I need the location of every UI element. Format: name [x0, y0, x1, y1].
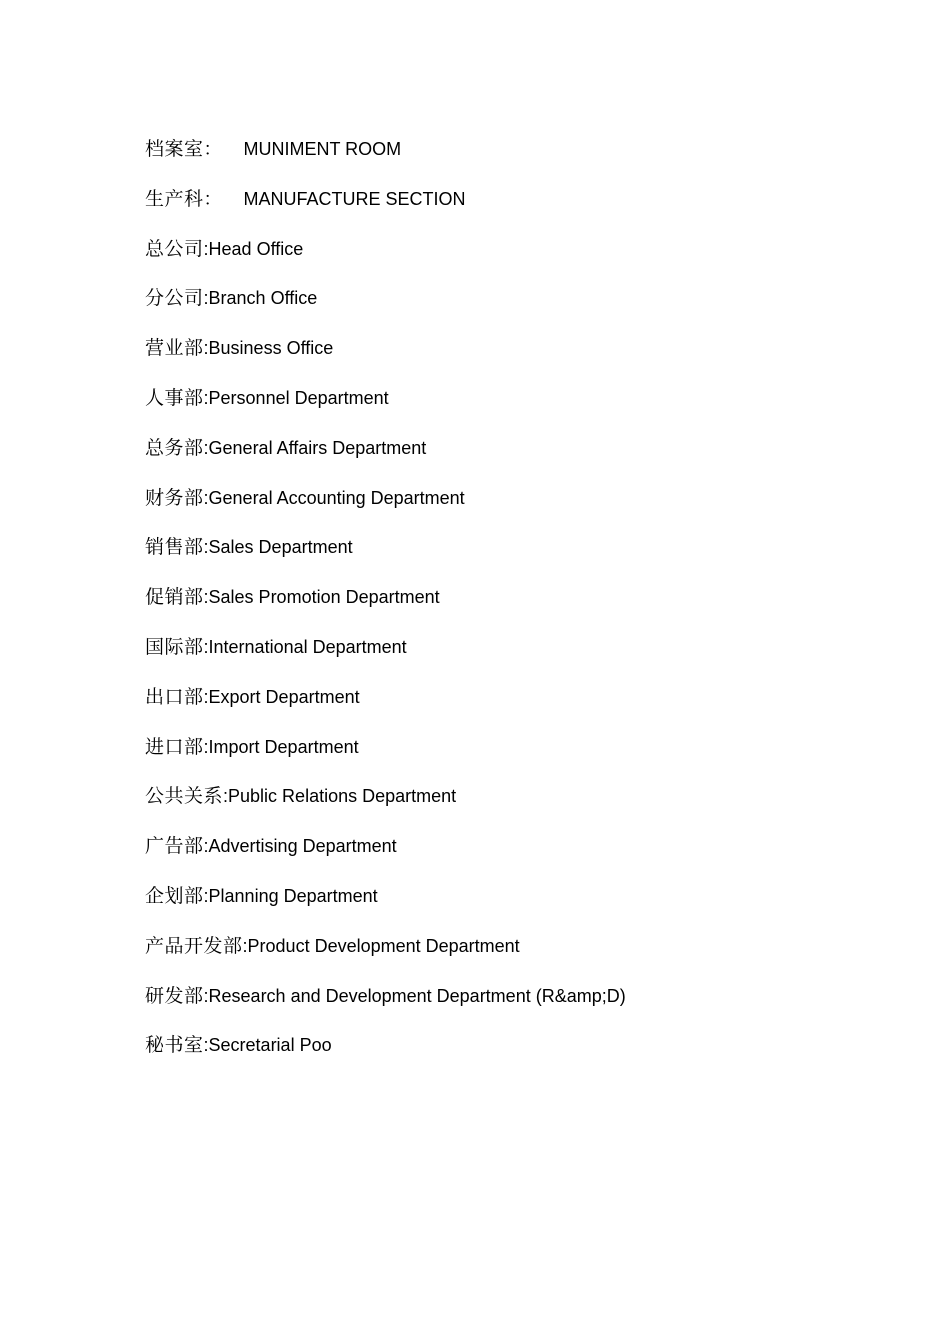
separator: : [203, 487, 209, 508]
glossary-entry [145, 335, 626, 385]
glossary-entry [145, 385, 626, 435]
english-term: Personnel Department [208, 387, 389, 408]
separator: : [203, 1035, 209, 1056]
english-term: Branch Office [208, 288, 318, 309]
english-term: General Affairs Department [208, 437, 427, 458]
separator: : [242, 935, 248, 956]
glossary-entry [145, 236, 626, 286]
chinese-term: 广告部 [145, 835, 204, 858]
chinese-term: 出口部 [145, 685, 204, 708]
glossary-entry [145, 285, 626, 335]
separator: : [203, 338, 209, 359]
chinese-term: 进口部 [145, 735, 204, 758]
chinese-term: 分公司 [145, 287, 204, 310]
separator: : [203, 686, 209, 707]
english-term: Product Development Department [247, 935, 520, 956]
chinese-term: 档案室 [145, 138, 204, 160]
glossary-entry [145, 833, 626, 883]
glossary-entry [145, 783, 626, 833]
separator: : [203, 587, 209, 608]
chinese-term: 公共关系 [145, 785, 224, 808]
english-term: MANUFACTURE SECTION [243, 188, 466, 209]
chinese-term: 促销部 [145, 586, 204, 609]
english-term: Public Relations Department [228, 786, 457, 807]
english-term: Sales Department [208, 537, 353, 558]
separator: ： [203, 188, 222, 209]
glossary-entry [145, 584, 626, 634]
separator: : [203, 387, 209, 408]
glossary-entry [145, 634, 626, 684]
separator: : [203, 288, 209, 309]
glossary-entry [145, 883, 626, 933]
separator: ： [203, 139, 222, 159]
glossary-entry [145, 983, 626, 1033]
separator: : [203, 537, 209, 558]
english-term: MUNIMENT ROOM [243, 139, 402, 159]
separator: : [203, 885, 209, 906]
glossary-entry [145, 734, 626, 784]
chinese-term: 总务部 [145, 436, 204, 459]
chinese-term: 产品开发部 [145, 934, 243, 957]
chinese-term: 人事部 [145, 386, 204, 409]
english-term: General Accounting Department [208, 487, 465, 508]
glossary-entry [145, 684, 626, 734]
english-term: International Department [208, 636, 407, 657]
glossary-entry [145, 485, 626, 535]
chinese-term: 财务部 [145, 486, 204, 509]
chinese-term: 销售部 [145, 536, 204, 559]
english-term: Export Department [208, 686, 360, 707]
english-term: Secretarial Poo [208, 1035, 332, 1056]
english-term: Import Department [208, 736, 359, 757]
chinese-term: 生产科 [145, 187, 204, 210]
chinese-term: 营业部 [145, 337, 204, 360]
separator: : [203, 736, 209, 757]
english-term: Planning Department [208, 885, 378, 906]
chinese-term: 国际部 [145, 635, 204, 658]
separator: : [203, 238, 209, 259]
chinese-term: 研发部 [145, 984, 204, 1007]
english-term: Head Office [208, 238, 304, 259]
english-term: Business Office [208, 338, 334, 359]
english-term: Research and Development Department (R&amp;D) [208, 985, 626, 1006]
separator: : [223, 786, 229, 807]
glossary-entry [145, 534, 626, 584]
glossary-entry [145, 186, 626, 236]
separator: : [203, 836, 209, 857]
english-term: Sales Promotion Department [208, 587, 440, 608]
glossary-entry [145, 435, 626, 485]
glossary-entry [145, 1032, 626, 1082]
separator: : [203, 437, 209, 458]
chinese-term: 企划部 [145, 884, 204, 907]
separator: : [203, 636, 209, 657]
glossary-entry [145, 136, 626, 186]
separator: : [203, 985, 209, 1006]
glossary-entry [145, 933, 626, 983]
chinese-term: 秘书室 [145, 1034, 204, 1057]
english-term: Advertising Department [208, 836, 397, 857]
chinese-term: 总公司 [145, 237, 204, 260]
department-glossary-list [145, 136, 626, 1082]
